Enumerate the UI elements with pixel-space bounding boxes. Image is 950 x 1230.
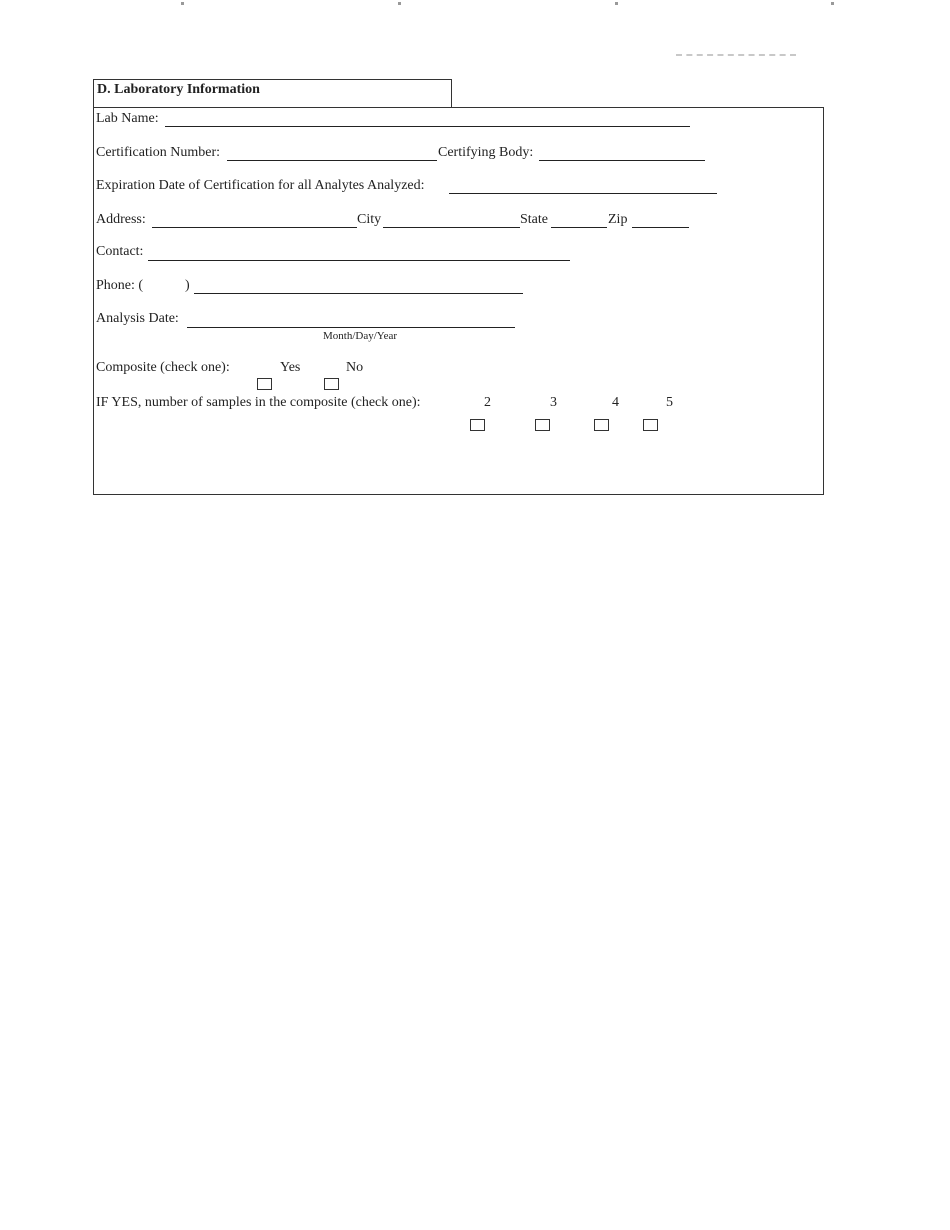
- samples-option-3-label: 3: [550, 395, 557, 410]
- analysis-date-label: Analysis Date:: [96, 311, 179, 326]
- section-header: [93, 79, 452, 107]
- analysis-date-hint: Month/Day/Year: [323, 330, 398, 342]
- address-label: Address:: [96, 212, 146, 227]
- scan-tick: [181, 2, 184, 5]
- certifying-body-field[interactable]: [539, 160, 705, 161]
- zip-field[interactable]: [632, 227, 689, 228]
- lab-name-field[interactable]: [165, 126, 690, 127]
- samples-option-2-checkbox[interactable]: [470, 419, 485, 431]
- composite-yes-label: Yes: [280, 360, 301, 375]
- scan-tick: [831, 2, 834, 5]
- composite-yes-checkbox[interactable]: [257, 378, 272, 390]
- samples-option-2-label: 2: [484, 395, 491, 410]
- phone-label: Phone: (: [96, 278, 144, 293]
- phone-paren-close: ): [185, 278, 190, 293]
- expiration-date-label: Expiration Date of Certification for all Analytes Analyzed:: [96, 178, 425, 193]
- city-label: City: [357, 212, 382, 227]
- expiration-date-field[interactable]: [449, 193, 717, 194]
- state-label: State: [520, 212, 548, 227]
- address-field[interactable]: [152, 227, 357, 228]
- laboratory-information-form: [93, 107, 824, 495]
- contact-field[interactable]: [148, 260, 570, 261]
- samples-option-5-checkbox[interactable]: [643, 419, 658, 431]
- samples-option-3-checkbox[interactable]: [535, 419, 550, 431]
- samples-option-5-label: 5: [666, 395, 673, 410]
- composite-label: Composite (check one):: [96, 360, 230, 375]
- state-field[interactable]: [551, 227, 607, 228]
- analysis-date-field[interactable]: [187, 327, 515, 328]
- composite-no-checkbox[interactable]: [324, 378, 339, 390]
- certifying-body-label: Certifying Body:: [438, 145, 534, 160]
- lab-name-label: Lab Name:: [96, 111, 159, 126]
- certification-number-label: Certification Number:: [96, 145, 221, 160]
- scan-tick: [398, 2, 401, 5]
- scan-tick: [615, 2, 618, 5]
- section-title: D. Laboratory Information: [97, 82, 260, 97]
- composite-no-label: No: [346, 360, 364, 375]
- faded-page-mark: [676, 54, 796, 60]
- samples-label: IF YES, number of samples in the composite (check one):: [96, 395, 421, 410]
- zip-label: Zip: [608, 212, 628, 227]
- samples-option-4-checkbox[interactable]: [594, 419, 609, 431]
- city-field[interactable]: [383, 227, 520, 228]
- certification-number-field[interactable]: [227, 160, 437, 161]
- phone-number-field[interactable]: [194, 293, 523, 294]
- samples-option-4-label: 4: [612, 395, 619, 410]
- contact-label: Contact:: [96, 244, 144, 259]
